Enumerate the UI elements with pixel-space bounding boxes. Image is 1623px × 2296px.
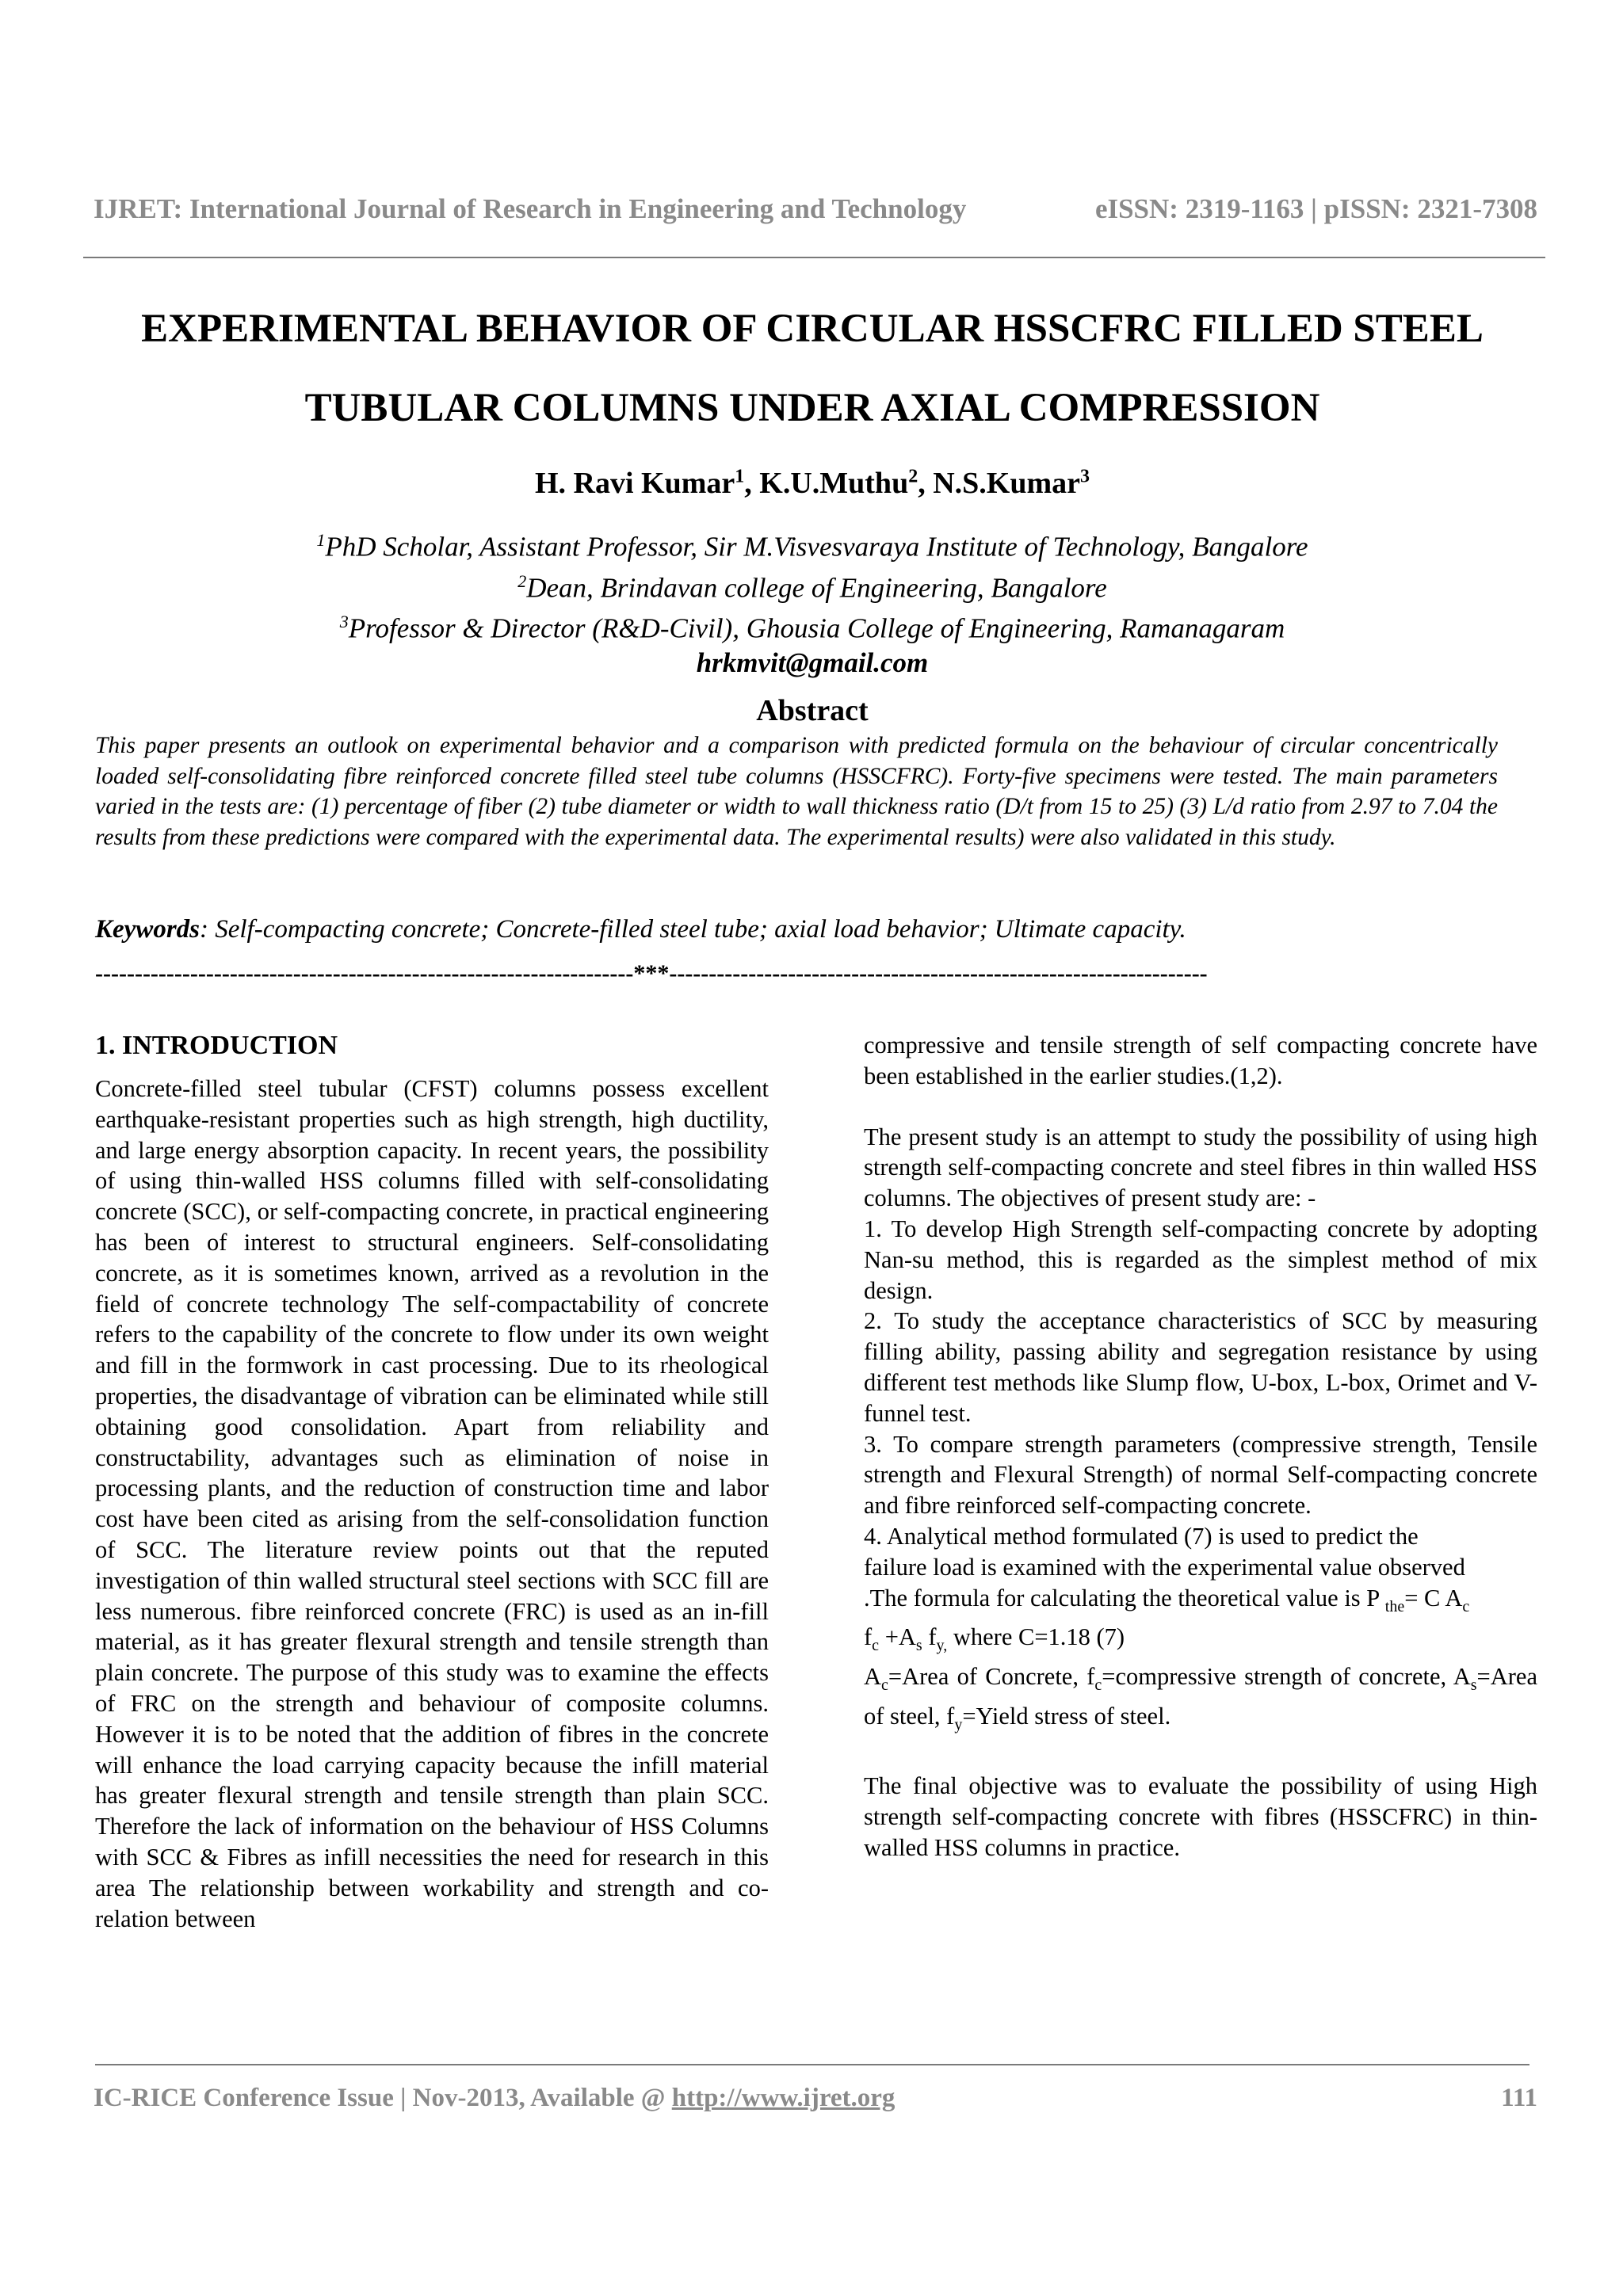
page-number: 111	[1501, 2084, 1537, 2112]
affiliation	[79, 523, 1545, 564]
formula-sub: s	[915, 1637, 922, 1655]
variable-definitions	[864, 1661, 1537, 1741]
intro-paragraph: Concrete-filled steel tubular (CFST) columns possess excellent earthquake-resistant properties such as high strength, high ductility, and large energy absorption capacity. In recent years, the possibility of using thin-walled HSS columns filled with self-consolidating concrete (SCC), or self-compacting concrete, in practical engineering has been of interest to structural engineers. Self-consolidating concrete, as it is sometimes known, arrived as a revolution in the field of concrete technology The self-compactability of concrete refers to the capability of the concrete to flow under its own weight and fill in the formwork in cast processing. Due to its rheological properties, the disadvantage of vibration can be eliminated while still obtaining good consolidation. Apart from reliability and constructability, advantages such as elimination of noise in processing plants, and the reduction of construction time and labor cost have been cited as arising from the self-consolidation function of SCC. The literature review points out that the reputed investigation of thin walled structural steel sections with SCC fill are less numerous. fibre reinforced concrete (FRC) is used as an in-fill material, as it has greater flexural strength and tensile strength than plain concrete. The purpose of this study was to examine the effects of FRC on the strength and behaviour of composite columns. However it is to be noted that the addition of fibres in the concrete will enhance the load carrying capacity because the infill material has greater flexural strength and tensile strength than plain SCC. Therefore the lack of information on the behaviour of HSS Columns with SCC & Fibres as infill necessities the need for research in this area The relationship between workability and strength and co-relation between	[95, 1075, 769, 1932]
objective-item	[864, 1521, 1537, 1661]
objective-item: 2. To study the acceptance characteristics of SCC by measuring filling ability, passing ability and segregation resistance by using different test methods like Slump flow, U-box, L-box, Orimet and V-funnel test.	[864, 1307, 1537, 1427]
section-heading: 1. INTRODUCTION	[95, 1031, 338, 1060]
author-sup: 1	[735, 466, 745, 487]
formula	[864, 1584, 1470, 1655]
formula-text: f	[864, 1623, 873, 1651]
author-sep: ,	[918, 467, 934, 500]
abstract-body: This paper presents an outlook on experimental behavior and a comparison with predicted formula on the behaviour of circular concentrically loaded self-consolidating fibre reinforced concrete filled steel tube columns (HSSCFRC). Forty-five specimens were tested. The main parameters varied in the tests are: (1) percentage of fiber (2) tube diameter or width to wall thickness ratio (D/t from 15 to 25) (3) L/d ratio from 2.97 to 7.04 the results from these predictions were compared with the experimental data. The experimental results) were also validated in this study.	[95, 733, 1498, 850]
affiliation-sup: 1	[316, 530, 326, 550]
affiliation-text: Dean, Brindavan college of Engineering, Bangalore	[526, 572, 1107, 604]
journal-name: IJRET: International Journal of Research in Engineering and Technology	[94, 193, 967, 224]
formula-sub: y,	[936, 1637, 948, 1655]
formula-sub: the	[1384, 1597, 1405, 1615]
author-name: K.U.Muthu	[759, 467, 909, 500]
issn: eISSN: 2319-1163 | pISSN: 2321-7308	[1094, 193, 1537, 224]
intro-paragraph: compressive and tensile strength of self compacting concrete have been established in the earlier studies.(1,2).	[864, 1032, 1537, 1089]
def-sub: c	[1094, 1676, 1102, 1695]
formula-text: where C=1.18 (7)	[947, 1623, 1125, 1651]
formula-text: .The formula for calculating the theoretical value is P	[864, 1584, 1380, 1611]
objective-item: 1. To develop High Strength self-compacting concrete by adopting Nan-su method, this is regarded as the simplest method of mix design.	[864, 1215, 1537, 1304]
objective-item: 3. To compare strength parameters (compressive strength, Tensile strength and Flexural Strength) of normal Self-compacting concrete and fibre reinforced self-compacting concrete.	[864, 1430, 1537, 1520]
journal-link[interactable]: http://www.ijret.org	[671, 2084, 896, 2112]
abstract-heading: Abstract	[756, 694, 869, 727]
final-objective: The final objective was to evaluate the possibility of using High strength self-compacting concrete with fibres (HSSCFRC) in thin-walled HSS columns in practice.	[864, 1772, 1537, 1861]
formula-text: f	[922, 1623, 937, 1651]
def-text: =Yield stress of steel.	[962, 1703, 1171, 1730]
def-text: =Area of steel, f	[864, 1663, 1538, 1730]
objective-line: 4. Analytical method formulated (7) is used to predict the	[864, 1522, 1419, 1550]
def-text: =compressive strength of concrete, A	[1102, 1663, 1471, 1691]
formula-text: = C A	[1404, 1584, 1463, 1611]
title-line-2: TUBULAR COLUMNS UNDER AXIAL COMPRESSION	[304, 386, 1320, 430]
right-column	[864, 1030, 1537, 1863]
author-name: N.S.Kumar	[933, 467, 1080, 500]
footer-citation	[94, 2084, 895, 2113]
keywords-label: Keywords	[95, 915, 200, 944]
affiliation	[79, 564, 1545, 605]
def-sub: c	[881, 1676, 888, 1695]
affiliations	[79, 523, 1545, 680]
footer-text: IC-RICE Conference Issue | Nov-2013, Available @	[94, 2084, 672, 2112]
formula-sub: c	[872, 1637, 880, 1655]
author-sep: ,	[744, 467, 760, 500]
page-footer	[94, 2084, 1537, 2113]
keywords	[95, 915, 1506, 944]
formula-text: +A	[879, 1623, 916, 1651]
paper-title	[79, 289, 1545, 448]
author-email[interactable]: hrkmvit@gmail.com	[696, 646, 929, 678]
keywords-text: : Self-compacting concrete; Concrete-filled steel tube; axial load behavior; Ultimate capacity.	[200, 915, 1186, 944]
def-sub: y	[954, 1716, 963, 1734]
author-sup: 2	[908, 466, 918, 487]
section-separator: --------------------------------------------------------------------***--------------------------------------------------------------------	[95, 960, 1208, 986]
affiliation-sup: 2	[517, 570, 527, 591]
running-header	[94, 193, 1537, 225]
title-line-1: EXPERIMENTAL BEHAVIOR OF CIRCULAR HSSCFRC FILLED STEEL	[141, 307, 1484, 351]
objectives-intro: The present study is an attempt to study the possibility of using high strength self-compacting concrete and steel fibres in thin walled HSS columns. The objectives of present study are: -	[864, 1123, 1537, 1212]
affiliation-text: Professor & Director (R&D-Civil), Ghousia College of Engineering, Ramanagaram	[348, 612, 1285, 644]
left-column	[95, 1030, 769, 1934]
def-sub: s	[1470, 1676, 1477, 1695]
def-text: =Area of Concrete, f	[888, 1663, 1095, 1691]
author-name: H. Ravi Kumar	[535, 467, 735, 500]
affiliation-text: PhD Scholar, Assistant Professor, Sir M.Visvesvaraya Institute of Technology, Bangalore	[325, 531, 1308, 563]
author-list	[79, 466, 1545, 501]
footer-rule	[95, 2064, 1529, 2065]
affiliation-sup: 3	[339, 612, 349, 632]
formula-sub: c	[1462, 1597, 1470, 1615]
author-sup: 3	[1080, 466, 1090, 487]
def-text: A	[864, 1663, 882, 1691]
objective-line: failure load is examined with the experimental value observed	[864, 1553, 1465, 1581]
affiliation	[79, 605, 1545, 646]
header-rule	[83, 257, 1545, 258]
